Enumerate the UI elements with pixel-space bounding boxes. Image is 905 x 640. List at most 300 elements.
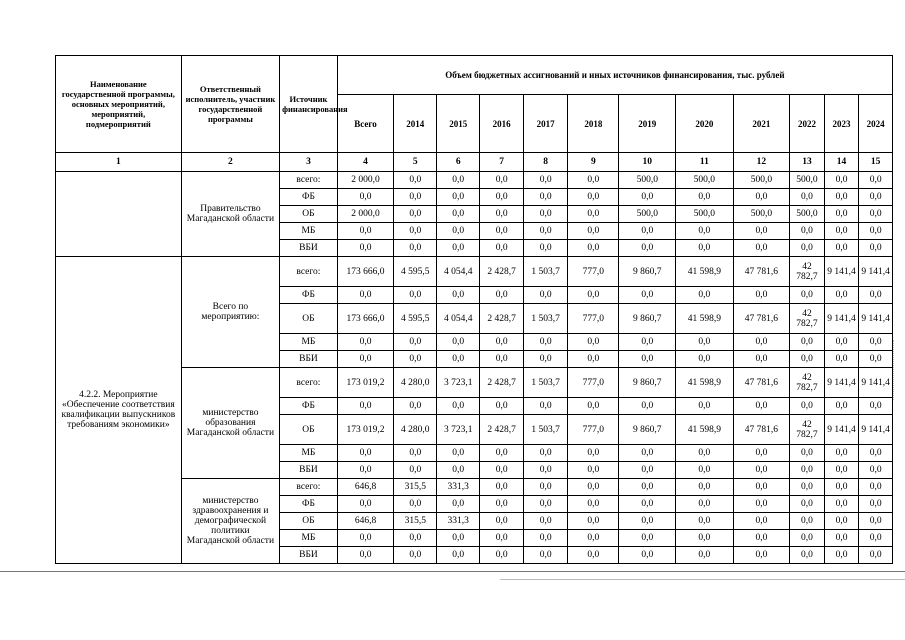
- value-cell: 0,0: [619, 240, 676, 257]
- value-cell: 0,0: [859, 223, 893, 240]
- value-cell: 0,0: [790, 334, 825, 351]
- value-cell: 0,0: [859, 172, 893, 189]
- value-cell: 0,0: [619, 445, 676, 462]
- value-cell: 0,0: [619, 513, 676, 530]
- column-number: 3: [280, 153, 338, 172]
- value-cell: 0,0: [790, 240, 825, 257]
- value-cell: 9 860,7: [619, 368, 676, 398]
- value-cell: 0,0: [524, 206, 568, 223]
- value-cell: 0,0: [480, 287, 524, 304]
- value-cell: 42 782,7: [790, 257, 825, 287]
- value-cell: 2 428,7: [480, 304, 524, 334]
- total-cell: 173 666,0: [337, 304, 394, 334]
- value-cell: 500,0: [733, 172, 790, 189]
- value-cell: 0,0: [790, 513, 825, 530]
- value-cell: 0,0: [790, 398, 825, 415]
- value-cell: 0,0: [437, 287, 480, 304]
- value-cell: 0,0: [480, 206, 524, 223]
- value-cell: 3 723,1: [437, 368, 480, 398]
- value-cell: 0,0: [394, 189, 437, 206]
- value-cell: 0,0: [824, 398, 859, 415]
- value-cell: 0,0: [859, 530, 893, 547]
- value-cell: 9 141,4: [859, 257, 893, 287]
- budget-table: [55, 55, 893, 564]
- source-cell: ОБ: [280, 513, 338, 530]
- header-year: 2019: [619, 95, 676, 153]
- bottom-rule-faint: [500, 579, 905, 580]
- total-cell: 0,0: [337, 287, 394, 304]
- column-number: 8: [524, 153, 568, 172]
- value-cell: 0,0: [480, 334, 524, 351]
- value-cell: 500,0: [676, 172, 734, 189]
- source-cell: ОБ: [280, 415, 338, 445]
- value-cell: 0,0: [676, 479, 734, 496]
- header-year: 2021: [733, 95, 790, 153]
- value-cell: 0,0: [619, 547, 676, 564]
- value-cell: 0,0: [437, 351, 480, 368]
- total-cell: 0,0: [337, 547, 394, 564]
- value-cell: 0,0: [394, 172, 437, 189]
- value-cell: 9 141,4: [824, 368, 859, 398]
- value-cell: 0,0: [733, 513, 790, 530]
- executor-cell: министерство образования Магаданской области: [181, 368, 279, 479]
- header-volume: Объем бюджетных ассигнований и иных источников финансирования, тыс. рублей: [337, 56, 892, 95]
- value-cell: 0,0: [790, 462, 825, 479]
- source-cell: ОБ: [280, 304, 338, 334]
- source-cell: ФБ: [280, 398, 338, 415]
- source-cell: ФБ: [280, 287, 338, 304]
- value-cell: 0,0: [676, 240, 734, 257]
- value-cell: 0,0: [676, 351, 734, 368]
- total-cell: 0,0: [337, 462, 394, 479]
- value-cell: 0,0: [790, 479, 825, 496]
- value-cell: 0,0: [790, 189, 825, 206]
- column-number: 15: [859, 153, 893, 172]
- value-cell: 0,0: [619, 398, 676, 415]
- value-cell: 4 054,4: [437, 257, 480, 287]
- value-cell: 0,0: [568, 462, 619, 479]
- value-cell: 0,0: [568, 547, 619, 564]
- value-cell: 500,0: [733, 206, 790, 223]
- value-cell: 0,0: [733, 530, 790, 547]
- value-cell: 9 860,7: [619, 304, 676, 334]
- value-cell: 0,0: [437, 530, 480, 547]
- value-cell: 0,0: [733, 287, 790, 304]
- value-cell: 9 141,4: [859, 415, 893, 445]
- value-cell: 0,0: [437, 240, 480, 257]
- value-cell: 0,0: [480, 398, 524, 415]
- source-cell: МБ: [280, 334, 338, 351]
- value-cell: 9 141,4: [859, 368, 893, 398]
- header-year: 2014: [394, 95, 437, 153]
- total-cell: 173 019,2: [337, 415, 394, 445]
- value-cell: 4 280,0: [394, 415, 437, 445]
- value-cell: 0,0: [824, 351, 859, 368]
- value-cell: 0,0: [790, 351, 825, 368]
- value-cell: 41 598,9: [676, 257, 734, 287]
- value-cell: 0,0: [524, 496, 568, 513]
- value-cell: 0,0: [790, 445, 825, 462]
- value-cell: 331,3: [437, 479, 480, 496]
- value-cell: 0,0: [524, 479, 568, 496]
- value-cell: 0,0: [824, 172, 859, 189]
- value-cell: 0,0: [524, 513, 568, 530]
- value-cell: 0,0: [524, 287, 568, 304]
- value-cell: 0,0: [394, 547, 437, 564]
- value-cell: 42 782,7: [790, 304, 825, 334]
- value-cell: 0,0: [824, 206, 859, 223]
- value-cell: 0,0: [733, 547, 790, 564]
- total-cell: 0,0: [337, 334, 394, 351]
- value-cell: 0,0: [394, 445, 437, 462]
- value-cell: 0,0: [619, 530, 676, 547]
- value-cell: 41 598,9: [676, 415, 734, 445]
- value-cell: 0,0: [859, 445, 893, 462]
- total-cell: 2 000,0: [337, 172, 394, 189]
- value-cell: 0,0: [437, 462, 480, 479]
- source-cell: ВБИ: [280, 351, 338, 368]
- column-number: 10: [619, 153, 676, 172]
- value-cell: 315,5: [394, 513, 437, 530]
- value-cell: 0,0: [394, 334, 437, 351]
- value-cell: 0,0: [524, 189, 568, 206]
- value-cell: 0,0: [733, 240, 790, 257]
- value-cell: 0,0: [733, 398, 790, 415]
- value-cell: 0,0: [859, 479, 893, 496]
- value-cell: 0,0: [676, 462, 734, 479]
- value-cell: 0,0: [394, 240, 437, 257]
- value-cell: 9 141,4: [824, 304, 859, 334]
- value-cell: 315,5: [394, 479, 437, 496]
- value-cell: 0,0: [859, 547, 893, 564]
- value-cell: 0,0: [437, 445, 480, 462]
- value-cell: 0,0: [524, 334, 568, 351]
- value-cell: 0,0: [437, 189, 480, 206]
- column-number: 14: [824, 153, 859, 172]
- value-cell: 0,0: [619, 351, 676, 368]
- source-cell: ВБИ: [280, 240, 338, 257]
- value-cell: 777,0: [568, 415, 619, 445]
- value-cell: 331,3: [437, 513, 480, 530]
- value-cell: 0,0: [676, 398, 734, 415]
- total-cell: 0,0: [337, 398, 394, 415]
- column-number: 2: [181, 153, 279, 172]
- value-cell: 9 141,4: [859, 304, 893, 334]
- value-cell: 0,0: [676, 530, 734, 547]
- value-cell: 0,0: [733, 462, 790, 479]
- source-cell: всего:: [280, 368, 338, 398]
- value-cell: 4 054,4: [437, 304, 480, 334]
- column-number: 11: [676, 153, 734, 172]
- scan-margin-mark: [893, 340, 902, 400]
- value-cell: 0,0: [394, 530, 437, 547]
- source-cell: ВБИ: [280, 547, 338, 564]
- value-cell: 0,0: [859, 189, 893, 206]
- value-cell: 0,0: [859, 206, 893, 223]
- value-cell: 0,0: [568, 287, 619, 304]
- value-cell: 0,0: [676, 496, 734, 513]
- value-cell: 0,0: [619, 496, 676, 513]
- value-cell: 0,0: [437, 334, 480, 351]
- value-cell: 0,0: [524, 398, 568, 415]
- value-cell: 0,0: [824, 240, 859, 257]
- value-cell: 4 595,5: [394, 257, 437, 287]
- value-cell: 1 503,7: [524, 257, 568, 287]
- value-cell: 0,0: [524, 445, 568, 462]
- total-cell: 0,0: [337, 530, 394, 547]
- value-cell: 0,0: [824, 513, 859, 530]
- executor-cell: министерство здравоохранения и демографической политики Магаданской области: [181, 479, 279, 564]
- value-cell: 0,0: [824, 479, 859, 496]
- column-number: 1: [56, 153, 182, 172]
- header-total: Всего: [337, 95, 394, 153]
- value-cell: 0,0: [568, 223, 619, 240]
- value-cell: 0,0: [524, 240, 568, 257]
- value-cell: 4 280,0: [394, 368, 437, 398]
- value-cell: 0,0: [568, 513, 619, 530]
- source-cell: МБ: [280, 445, 338, 462]
- total-cell: 173 019,2: [337, 368, 394, 398]
- executor-cell: Правительство Магаданской области: [181, 172, 279, 257]
- table-row: [56, 368, 893, 398]
- value-cell: 0,0: [394, 206, 437, 223]
- value-cell: 500,0: [790, 206, 825, 223]
- value-cell: 0,0: [437, 223, 480, 240]
- source-cell: всего:: [280, 257, 338, 287]
- header-year: 2015: [437, 95, 480, 153]
- table-row: [56, 479, 893, 496]
- header-year: 2018: [568, 95, 619, 153]
- value-cell: 777,0: [568, 257, 619, 287]
- value-cell: 42 782,7: [790, 415, 825, 445]
- value-cell: 0,0: [733, 223, 790, 240]
- value-cell: 3 723,1: [437, 415, 480, 445]
- value-cell: 0,0: [733, 479, 790, 496]
- total-cell: 0,0: [337, 223, 394, 240]
- header-year: 2024: [859, 95, 893, 153]
- value-cell: 0,0: [480, 496, 524, 513]
- value-cell: 0,0: [859, 351, 893, 368]
- value-cell: 0,0: [824, 496, 859, 513]
- value-cell: 0,0: [676, 223, 734, 240]
- total-cell: 2 000,0: [337, 206, 394, 223]
- value-cell: 0,0: [524, 351, 568, 368]
- source-cell: ФБ: [280, 189, 338, 206]
- value-cell: 0,0: [619, 223, 676, 240]
- value-cell: 0,0: [568, 445, 619, 462]
- source-cell: МБ: [280, 223, 338, 240]
- value-cell: 2 428,7: [480, 415, 524, 445]
- bottom-rule: [0, 571, 905, 572]
- header-year: 2023: [824, 95, 859, 153]
- value-cell: 0,0: [524, 172, 568, 189]
- value-cell: 0,0: [568, 351, 619, 368]
- header-year: 2017: [524, 95, 568, 153]
- value-cell: 47 781,6: [733, 415, 790, 445]
- value-cell: 0,0: [619, 287, 676, 304]
- value-cell: 0,0: [733, 351, 790, 368]
- value-cell: 0,0: [568, 172, 619, 189]
- value-cell: 9 141,4: [824, 415, 859, 445]
- value-cell: 4 595,5: [394, 304, 437, 334]
- value-cell: 0,0: [437, 398, 480, 415]
- value-cell: 0,0: [437, 496, 480, 513]
- value-cell: 0,0: [676, 547, 734, 564]
- value-cell: 0,0: [480, 240, 524, 257]
- value-cell: 0,0: [859, 513, 893, 530]
- header-name: Наименование государственной программы, основных мероприятий, мероприятий, подмероприятий: [56, 56, 182, 153]
- value-cell: 0,0: [568, 530, 619, 547]
- value-cell: 0,0: [437, 172, 480, 189]
- column-number: 12: [733, 153, 790, 172]
- value-cell: 42 782,7: [790, 368, 825, 398]
- value-cell: 500,0: [619, 206, 676, 223]
- value-cell: 0,0: [619, 189, 676, 206]
- value-cell: 0,0: [859, 287, 893, 304]
- value-cell: 9 860,7: [619, 257, 676, 287]
- header-executor: Ответственный исполнитель, участник государственной программы: [181, 56, 279, 153]
- source-cell: МБ: [280, 530, 338, 547]
- value-cell: 0,0: [480, 513, 524, 530]
- value-cell: 0,0: [824, 530, 859, 547]
- column-number: 13: [790, 153, 825, 172]
- value-cell: 0,0: [437, 547, 480, 564]
- total-cell: 0,0: [337, 445, 394, 462]
- value-cell: 0,0: [394, 462, 437, 479]
- value-cell: 0,0: [568, 240, 619, 257]
- value-cell: 0,0: [676, 513, 734, 530]
- value-cell: 0,0: [824, 334, 859, 351]
- column-number: 5: [394, 153, 437, 172]
- value-cell: 0,0: [568, 496, 619, 513]
- value-cell: 0,0: [394, 223, 437, 240]
- value-cell: 0,0: [619, 479, 676, 496]
- value-cell: 0,0: [676, 445, 734, 462]
- value-cell: 0,0: [480, 462, 524, 479]
- value-cell: 0,0: [790, 287, 825, 304]
- value-cell: 1 503,7: [524, 368, 568, 398]
- column-number: 9: [568, 153, 619, 172]
- value-cell: 0,0: [824, 287, 859, 304]
- value-cell: 777,0: [568, 304, 619, 334]
- executor-cell: Всего по мероприятию:: [181, 257, 279, 368]
- value-cell: 47 781,6: [733, 304, 790, 334]
- value-cell: 0,0: [437, 206, 480, 223]
- value-cell: 0,0: [790, 547, 825, 564]
- value-cell: 500,0: [676, 206, 734, 223]
- value-cell: 0,0: [568, 398, 619, 415]
- value-cell: 0,0: [568, 479, 619, 496]
- value-cell: 0,0: [480, 351, 524, 368]
- value-cell: 777,0: [568, 368, 619, 398]
- value-cell: 1 503,7: [524, 304, 568, 334]
- value-cell: 0,0: [394, 351, 437, 368]
- value-cell: 41 598,9: [676, 304, 734, 334]
- value-cell: 0,0: [824, 462, 859, 479]
- measure-name: 4.2.2. Мероприятие «Обеспечение соответствия квалификации выпускников требованиям экономики»: [56, 257, 182, 564]
- value-cell: 2 428,7: [480, 368, 524, 398]
- total-cell: 0,0: [337, 351, 394, 368]
- value-cell: 0,0: [824, 547, 859, 564]
- value-cell: 0,0: [480, 223, 524, 240]
- column-number: 6: [437, 153, 480, 172]
- total-cell: 173 666,0: [337, 257, 394, 287]
- value-cell: 0,0: [733, 445, 790, 462]
- value-cell: 0,0: [394, 398, 437, 415]
- value-cell: 9 141,4: [824, 257, 859, 287]
- value-cell: 0,0: [859, 462, 893, 479]
- value-cell: 0,0: [568, 189, 619, 206]
- value-cell: 0,0: [676, 287, 734, 304]
- value-cell: 47 781,6: [733, 368, 790, 398]
- value-cell: 0,0: [676, 189, 734, 206]
- value-cell: 0,0: [619, 334, 676, 351]
- total-cell: 646,8: [337, 479, 394, 496]
- header-year: 2022: [790, 95, 825, 153]
- table-row: [56, 257, 893, 287]
- value-cell: 500,0: [619, 172, 676, 189]
- header-year: 2016: [480, 95, 524, 153]
- value-cell: 9 860,7: [619, 415, 676, 445]
- value-cell: 0,0: [524, 223, 568, 240]
- value-cell: 0,0: [824, 189, 859, 206]
- value-cell: 0,0: [480, 172, 524, 189]
- value-cell: 0,0: [859, 496, 893, 513]
- value-cell: 0,0: [790, 530, 825, 547]
- value-cell: 0,0: [480, 189, 524, 206]
- value-cell: 0,0: [859, 240, 893, 257]
- value-cell: 1 503,7: [524, 415, 568, 445]
- value-cell: 0,0: [480, 547, 524, 564]
- source-cell: ВБИ: [280, 462, 338, 479]
- total-cell: 0,0: [337, 496, 394, 513]
- value-cell: 0,0: [824, 223, 859, 240]
- value-cell: 0,0: [568, 206, 619, 223]
- value-cell: 0,0: [480, 479, 524, 496]
- value-cell: 0,0: [733, 334, 790, 351]
- total-cell: 0,0: [337, 189, 394, 206]
- value-cell: 0,0: [524, 547, 568, 564]
- total-cell: 0,0: [337, 240, 394, 257]
- table-row: [56, 172, 893, 189]
- value-cell: 47 781,6: [733, 257, 790, 287]
- source-cell: ОБ: [280, 206, 338, 223]
- total-cell: 646,8: [337, 513, 394, 530]
- value-cell: 0,0: [480, 530, 524, 547]
- source-cell: ФБ: [280, 496, 338, 513]
- column-number: 7: [480, 153, 524, 172]
- value-cell: 41 598,9: [676, 368, 734, 398]
- header-year: 2020: [676, 95, 734, 153]
- source-cell: всего:: [280, 479, 338, 496]
- value-cell: 0,0: [524, 530, 568, 547]
- column-number: 4: [337, 153, 394, 172]
- value-cell: 0,0: [524, 462, 568, 479]
- value-cell: 0,0: [859, 334, 893, 351]
- value-cell: 0,0: [394, 496, 437, 513]
- value-cell: 500,0: [790, 172, 825, 189]
- value-cell: 0,0: [733, 496, 790, 513]
- header-source: Источник финансирования: [280, 56, 338, 153]
- value-cell: 0,0: [480, 445, 524, 462]
- row-name-empty: [56, 172, 182, 257]
- value-cell: 0,0: [790, 223, 825, 240]
- value-cell: 0,0: [733, 189, 790, 206]
- value-cell: 0,0: [394, 287, 437, 304]
- value-cell: 0,0: [859, 398, 893, 415]
- value-cell: 0,0: [568, 334, 619, 351]
- value-cell: 0,0: [619, 462, 676, 479]
